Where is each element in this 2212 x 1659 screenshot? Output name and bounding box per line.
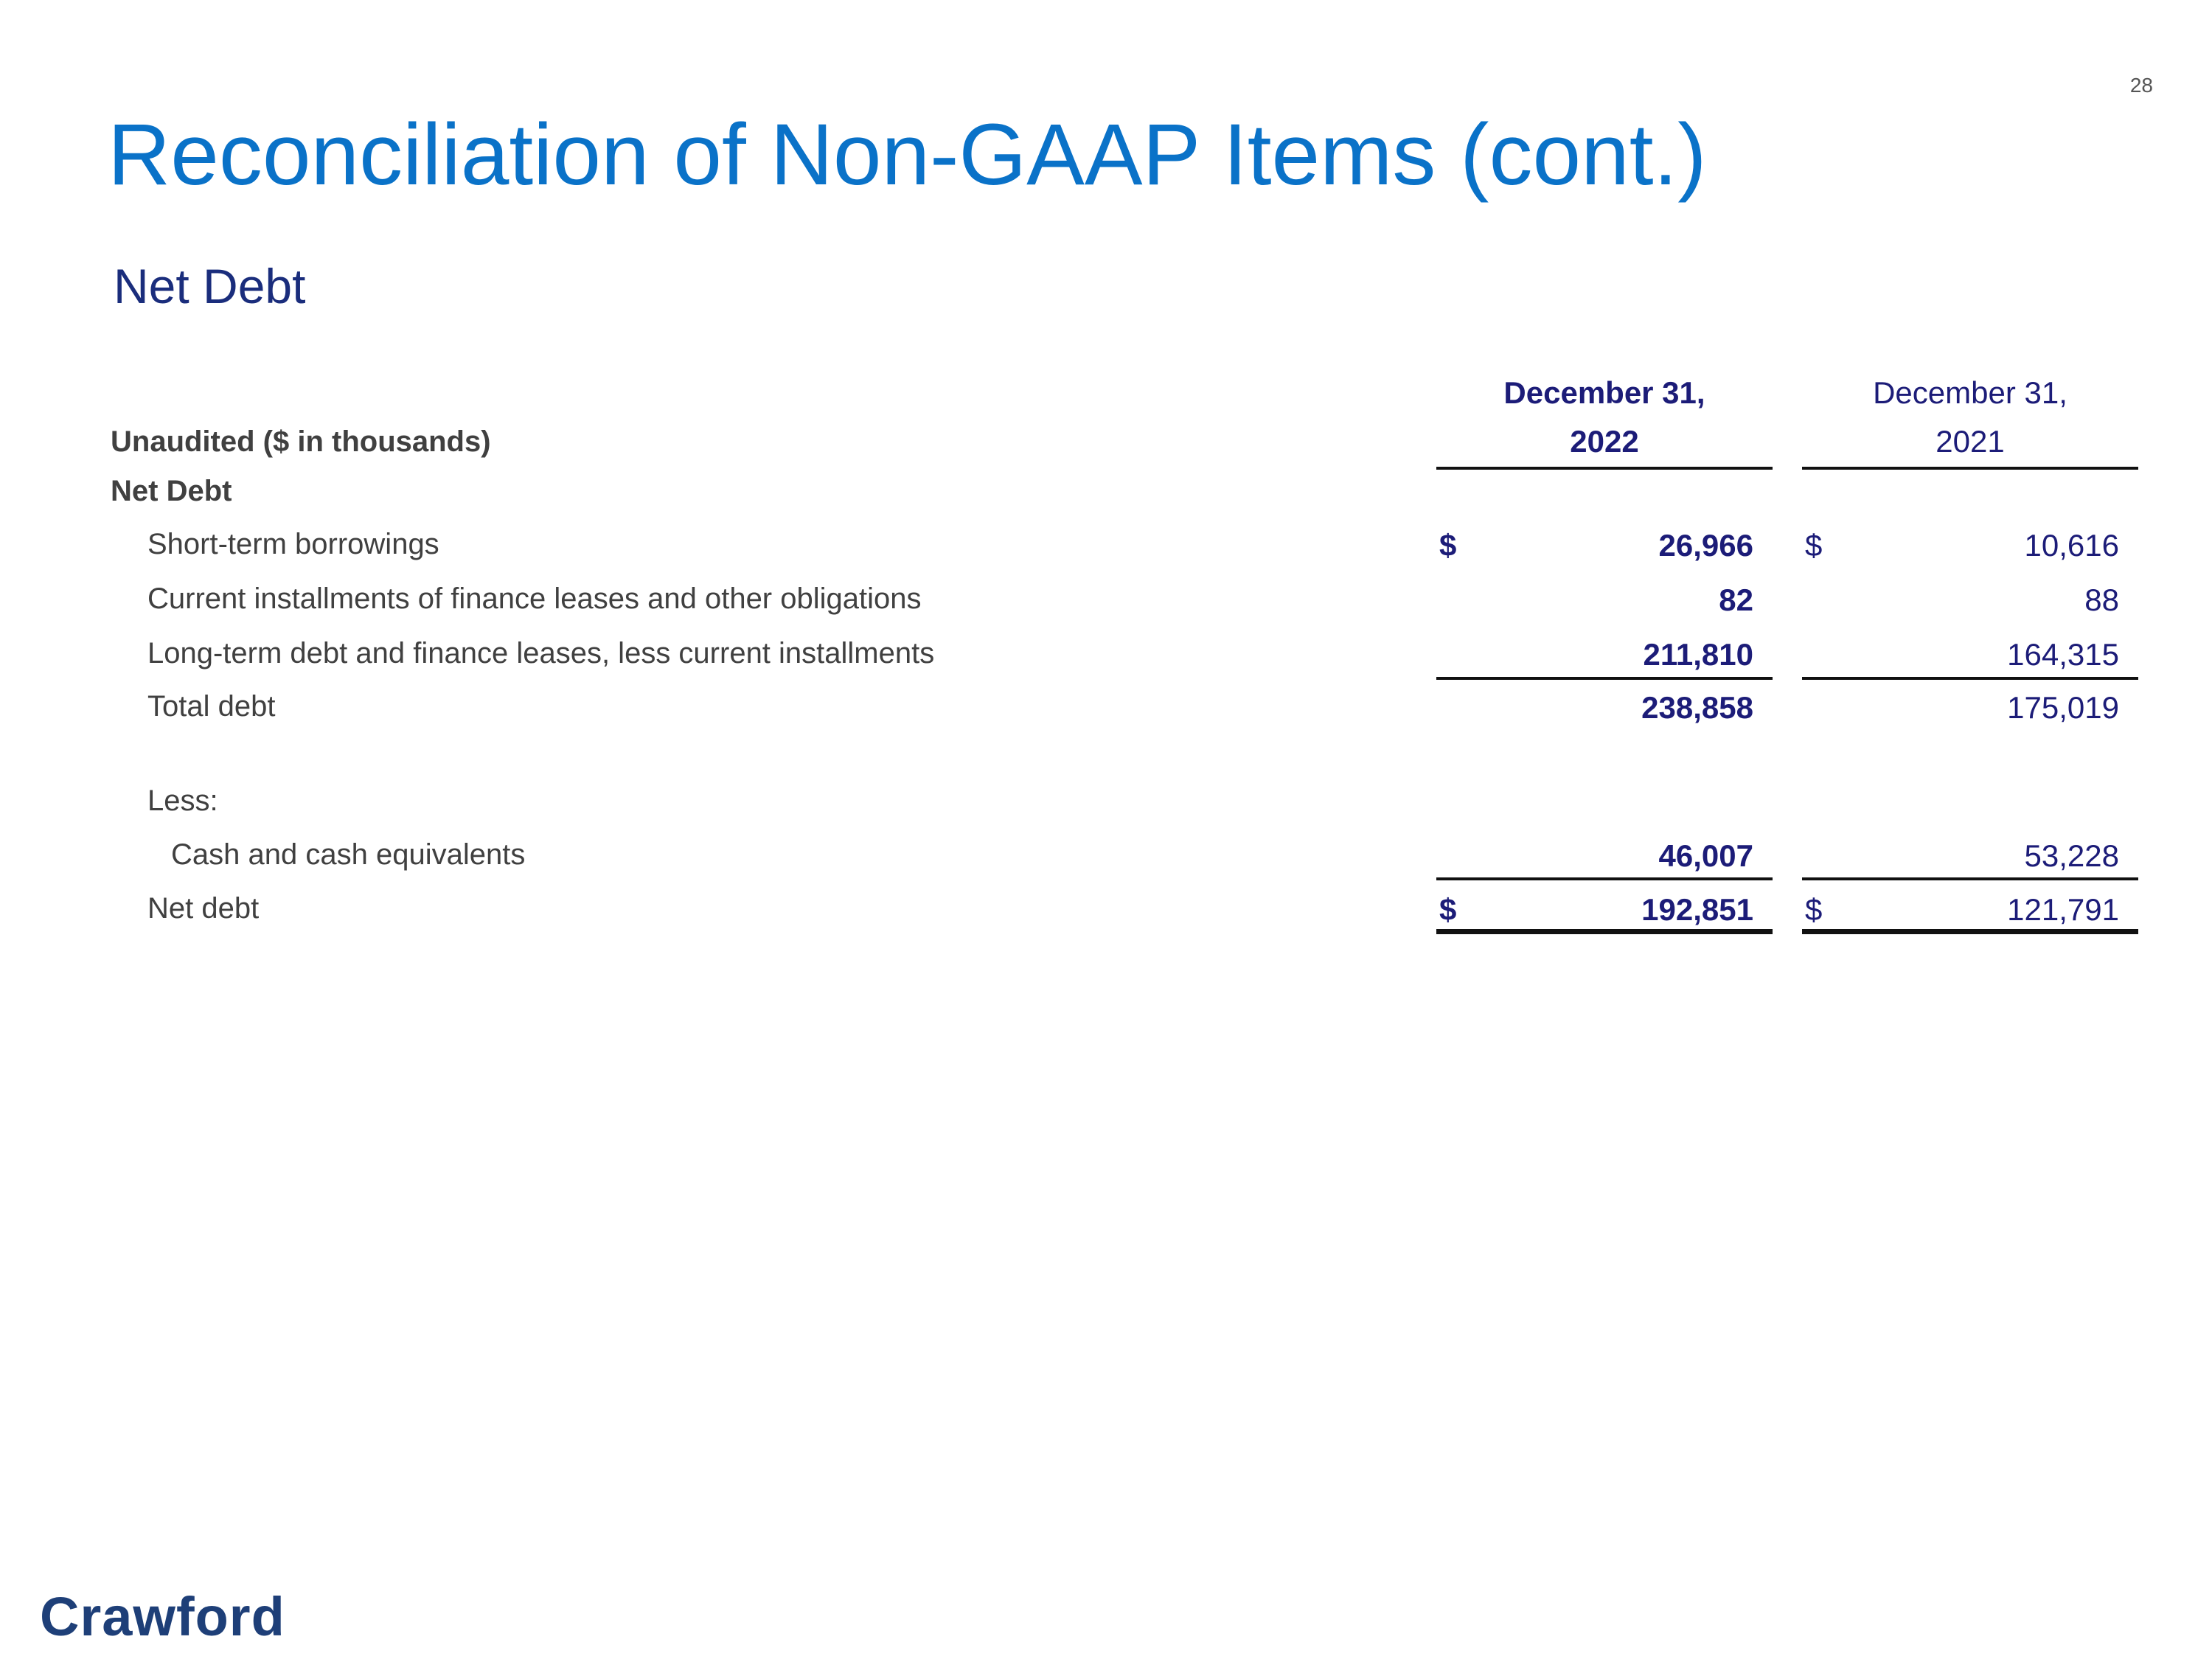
- value-2022: 192,851: [1641, 892, 1753, 927]
- value-2021: 121,791: [2007, 892, 2119, 927]
- row-label-total-debt: Total debt: [147, 690, 276, 723]
- slide-title: Reconciliation of Non-GAAP Items (cont.): [108, 106, 1707, 204]
- section-title: Net Debt: [114, 259, 306, 313]
- value-2022: 238,858: [1641, 690, 1753, 725]
- value-2021: 10,616: [2024, 528, 2119, 563]
- subtotal-rule-2021: [1802, 677, 2138, 680]
- subtotal-rule-2021: [1802, 877, 2138, 880]
- crawford-logo: Crawford: [40, 1586, 285, 1647]
- subtotal-rule-2022: [1436, 877, 1773, 880]
- row-label-current-installments: Current installments of finance leases and other obligations: [147, 582, 922, 615]
- row-label-cash: Cash and cash equivalents: [171, 838, 526, 871]
- total-double-rule-2022: [1436, 929, 1773, 934]
- table-header-label: Unaudited ($ in thousands): [111, 425, 491, 458]
- value-2021: 88: [2084, 582, 2119, 617]
- group-label: Net Debt: [111, 475, 232, 507]
- column-header-2021: [1802, 369, 2138, 466]
- row-label-long-term-debt: Long-term debt and finance leases, less current installments: [147, 637, 935, 669]
- row-label-short-term-borrowings: Short-term borrowings: [147, 528, 439, 560]
- header-rule-2021: [1802, 467, 2138, 470]
- total-double-rule-2021: [1802, 929, 2138, 934]
- value-2022: 82: [1719, 582, 1753, 617]
- value-2021: 175,019: [2007, 690, 2119, 725]
- column-header-2021-line2: 2021: [1935, 424, 2005, 459]
- value-2022: 26,966: [1658, 528, 1753, 563]
- subtotal-rule-2022: [1436, 677, 1773, 680]
- header-rule-2022: [1436, 467, 1773, 470]
- value-2022: 46,007: [1658, 838, 1753, 873]
- row-label-net-debt: Net debt: [147, 892, 260, 925]
- column-header-2022-line2: 2022: [1570, 424, 1639, 459]
- column-header-2021-line1: December 31,: [1873, 375, 2067, 410]
- currency-symbol: $: [1805, 528, 1823, 563]
- value-2022: 211,810: [1643, 637, 1753, 672]
- column-header-2022: [1436, 369, 1773, 466]
- value-2021: 53,228: [2024, 838, 2119, 873]
- page-number: 28: [2129, 74, 2153, 97]
- column-header-2022-line1: December 31,: [1503, 375, 1705, 410]
- currency-symbol: $: [1439, 892, 1457, 927]
- currency-symbol: $: [1805, 892, 1823, 927]
- currency-symbol: $: [1439, 528, 1457, 563]
- row-label-less: Less:: [147, 785, 218, 817]
- value-2021: 164,315: [2007, 637, 2119, 672]
